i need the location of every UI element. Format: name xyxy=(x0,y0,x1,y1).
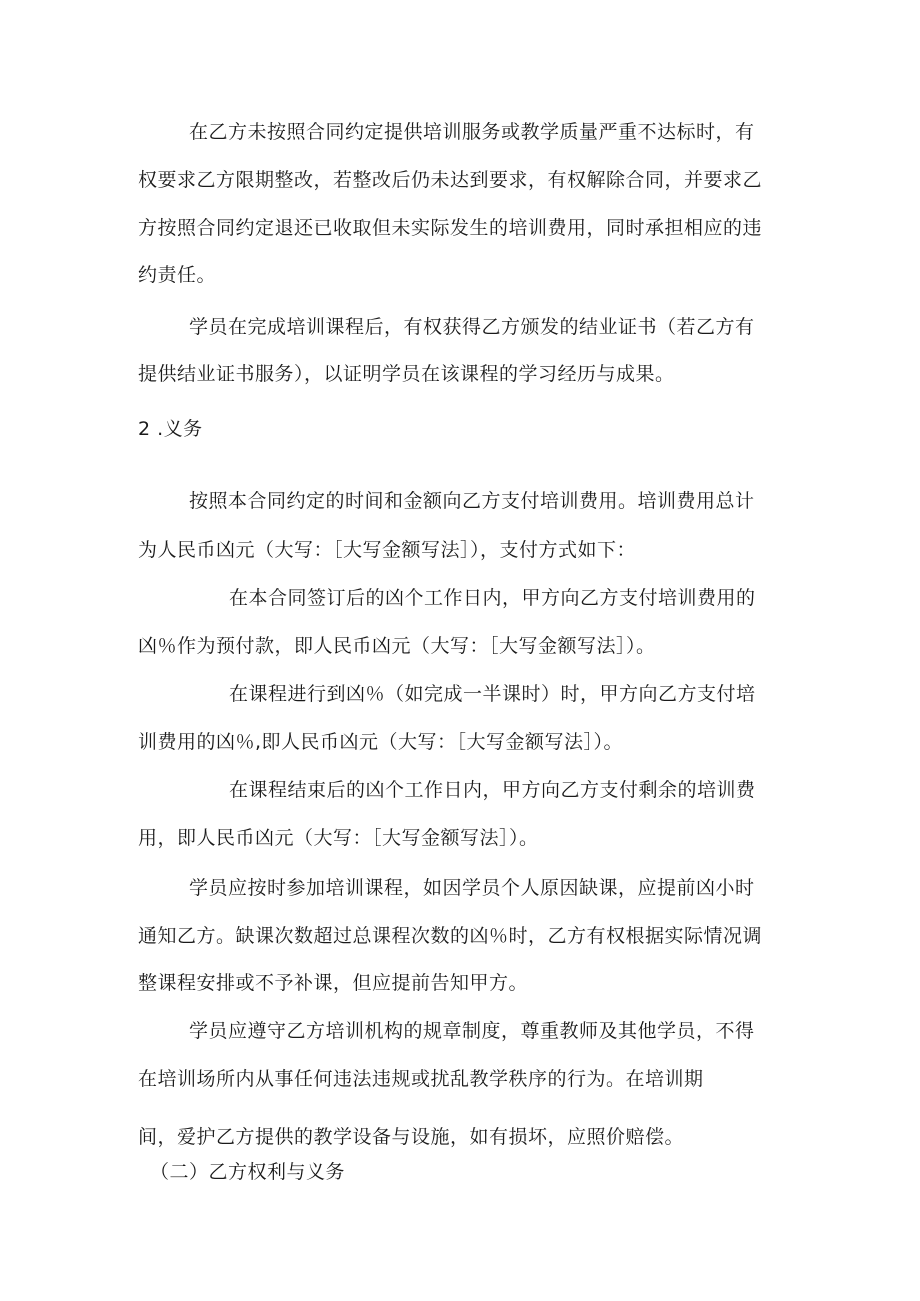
text-line: 训费用的凶％,即人民币凶元（大写：［大写金额写法］）。 xyxy=(138,731,624,753)
text-line: 学员应按时参加培训课程，如因学员个人原因缺课，应提前凶小时 xyxy=(189,877,755,899)
text-line: 学员在完成培训课程后，有权获得乙方颁发的结业证书（若乙方有 xyxy=(189,316,755,338)
text-line: 提供结业证书服务），以证明学员在该课程的学习经历与成果。 xyxy=(138,363,675,385)
text-line: 通知乙方。缺课次数超过总课程次数的凶％时，乙方有权根据实际情况调 xyxy=(138,925,763,947)
text-line: 在课程进行到凶％（如完成一半课时）时，甲方向乙方支付培 xyxy=(229,683,756,705)
text-line: 按照本合同约定的时间和金额向乙方支付培训费用。培训费用总计 xyxy=(189,490,755,512)
text-line: 学员应遵守乙方培训机构的规章制度，尊重教师及其他学员，不得 xyxy=(189,1020,755,1042)
text-line: 方按照合同约定退还已收取但未实际发生的培训费用，同时承担相应的违 xyxy=(138,217,763,239)
section-heading: 2 .义务 xyxy=(138,418,203,440)
text-line: 用，即人民币凶元（大写：［大写金额写法］）。 xyxy=(138,827,539,849)
text-line: 为人民币凶元（大写：［大写金额写法］），支付方式如下： xyxy=(138,539,637,561)
text-line: 在课程结束后的凶个工作日内，甲方向乙方支付剩余的培训费 xyxy=(229,779,756,801)
text-line: 间，爱护乙方提供的教学设备与设施，如有损坏，应照价赔偿。 xyxy=(138,1126,685,1148)
text-line: 整课程安排或不予补课，但应提前告知甲方。 xyxy=(138,972,529,994)
text-line: 在乙方未按照合同约定提供培训服务或教学质量严重不达标时，有 xyxy=(189,121,755,143)
text-line: 凶％作为预付款，即人民币凶元（大写：［大写金额写法］）。 xyxy=(138,635,656,657)
text-line: 约责任。 xyxy=(138,264,217,286)
text-line: 在培训场所内从事任何违法违规或扰乱教学秩序的行为。在培训期 xyxy=(138,1068,704,1090)
section-heading: （二）乙方权利与义务 xyxy=(150,1161,346,1183)
text-line: 权要求乙方限期整改，若整改后仍未达到要求，有权解除合同，并要求乙 xyxy=(138,169,763,191)
text-line: 在本合同签订后的凶个工作日内，甲方向乙方支付培训费用的 xyxy=(229,587,756,609)
